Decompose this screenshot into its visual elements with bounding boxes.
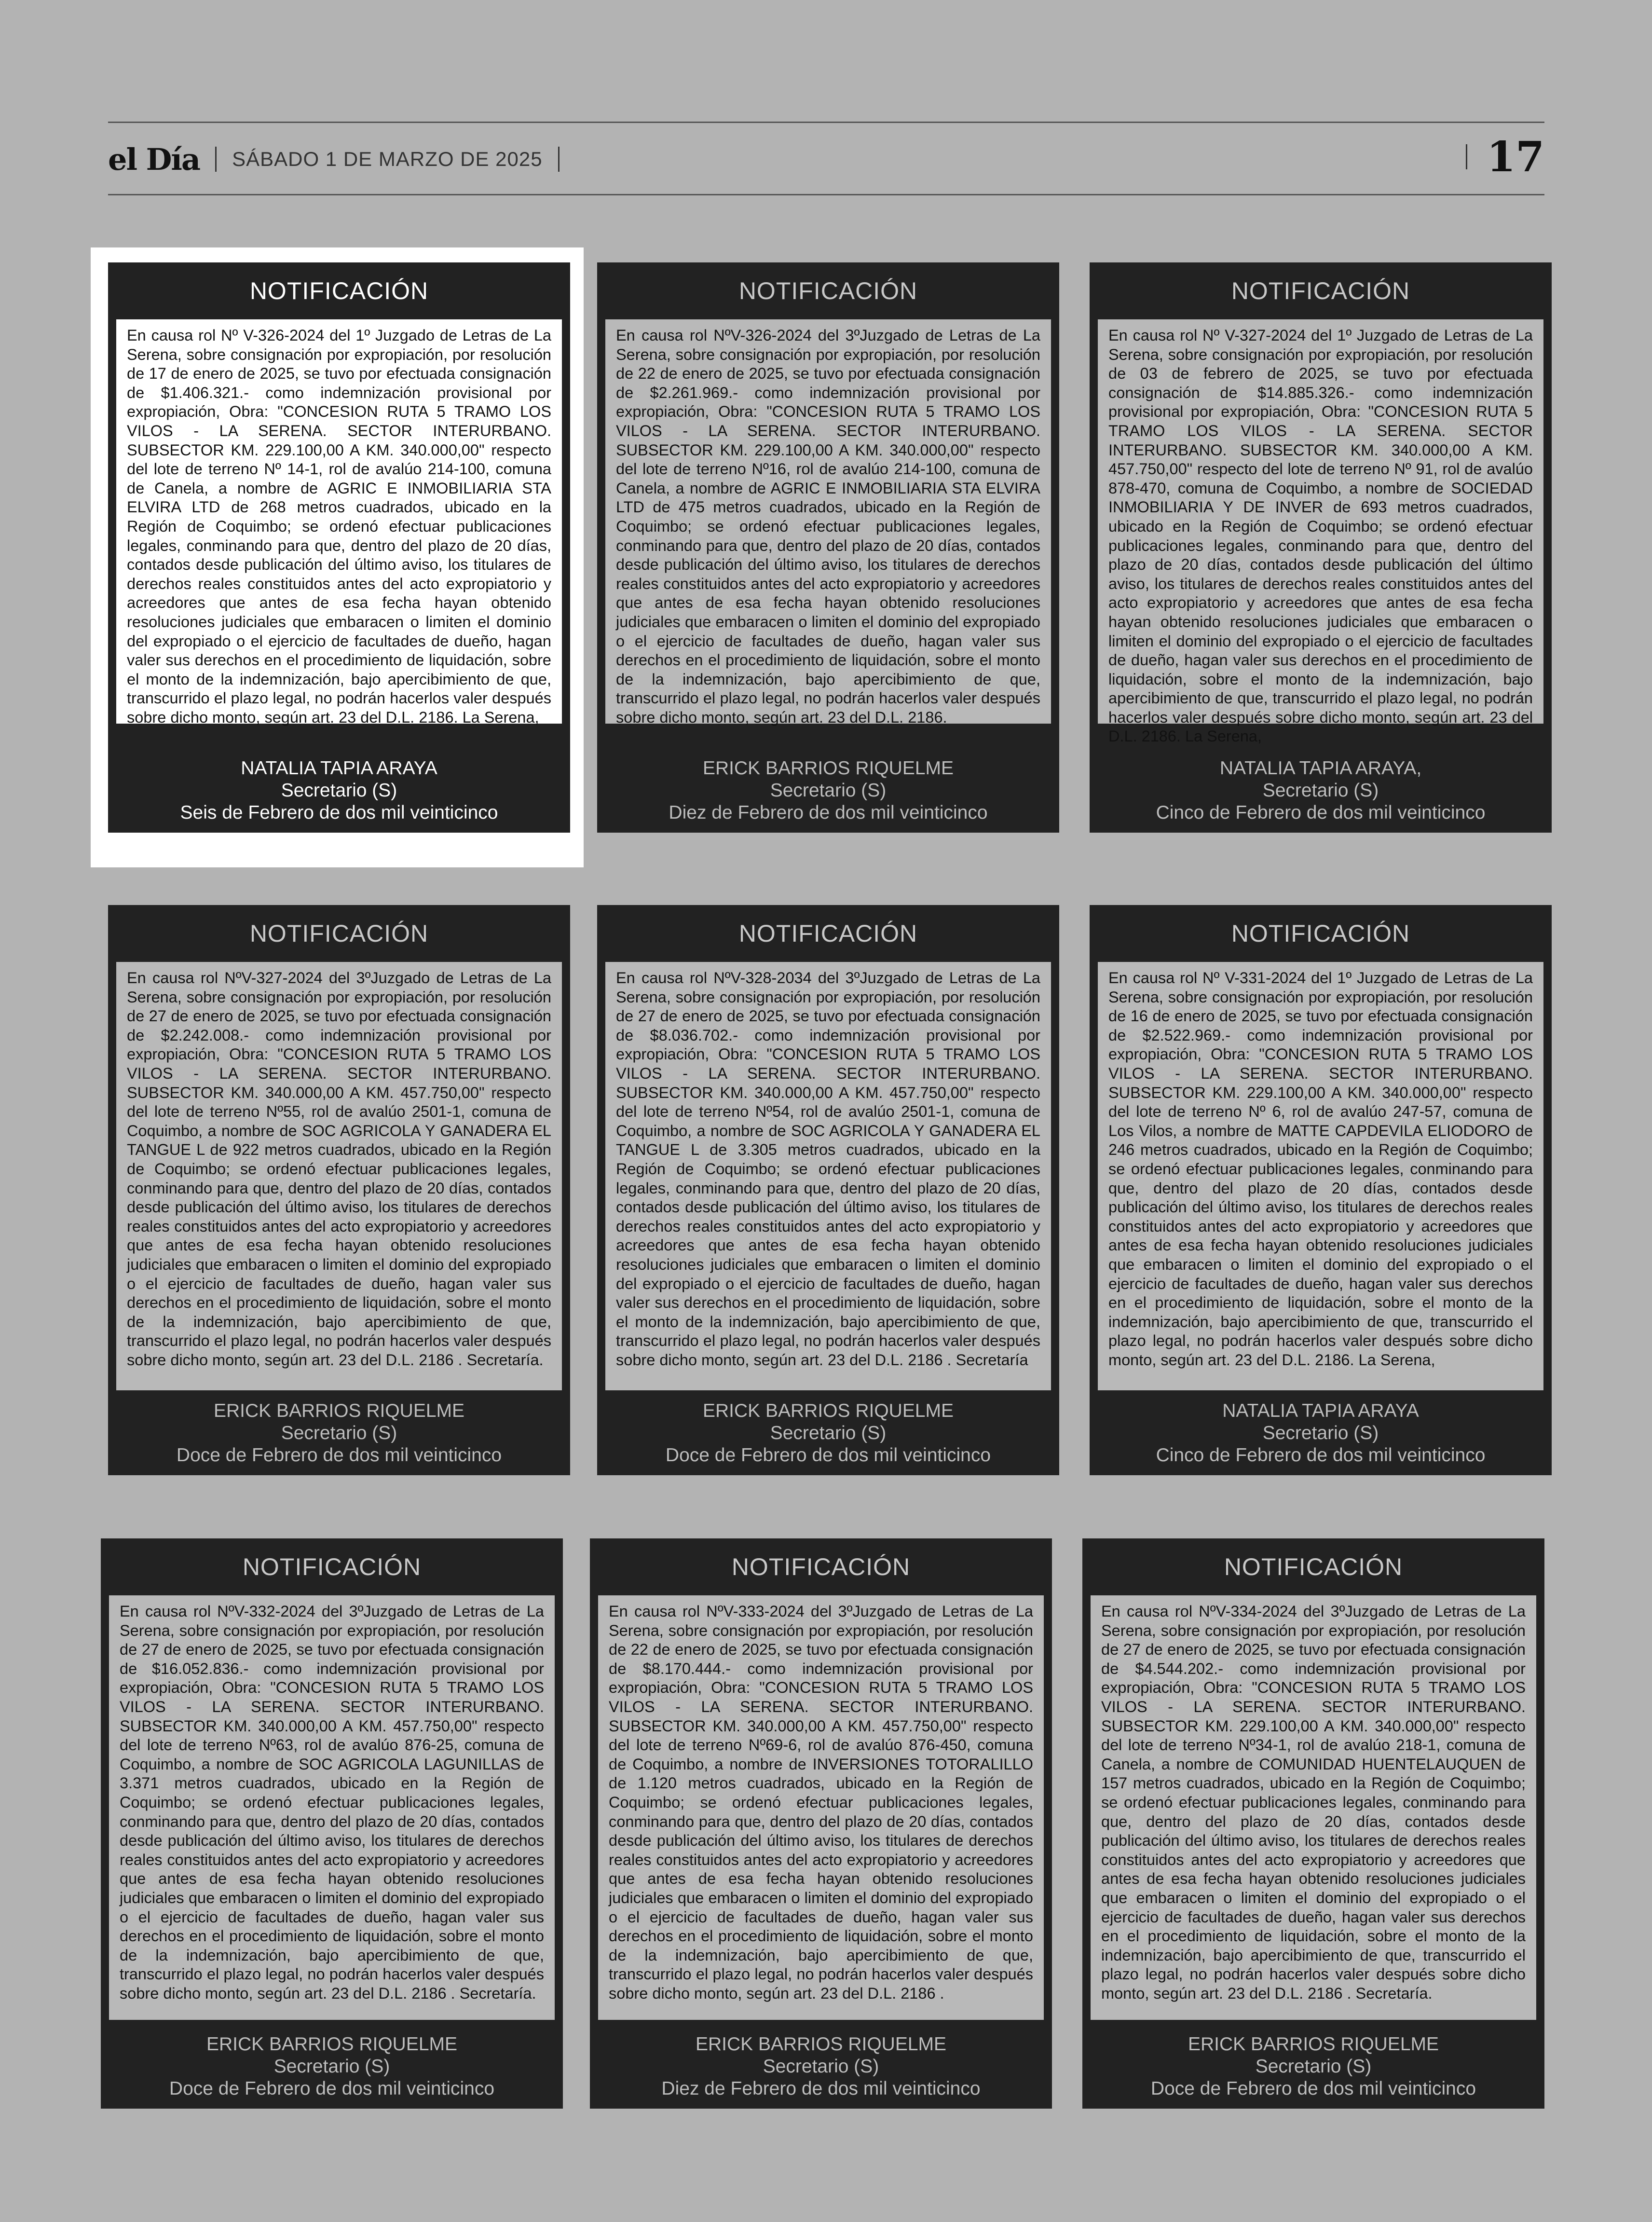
notice-title: NOTIFICACIÓN [1231,920,1410,947]
notice-signature [590,2033,1052,2100]
signer-role: Secretario (S) [1262,1423,1379,1443]
notice-card [597,905,1059,1475]
notice-body: En causa rol NºV-333-2024 del 3ºJuzgado de Letras de La Serena, sobre consignación por expropiación, por resolución de 22 de enero de 2025, se tuvo por efectuada consignación de $8.170.444.- como indemnización provisional por expropiación, Obra: "CONCESION RUTA 5 TRAMO LOS VILOS - LA SERENA. SECTOR INTERURBANO. SUBSECTOR KM. 340.000,00 A KM. 457.750,00" respecto del lote de terreno Nº69-6, rol de avalúo 876-450, comuna de Coquimbo, a nombre de INVERSIONES TOTORALILLO de 1.120 metros cuadrados, ubicado en la Región de Coquimbo; se ordenó efectuar publicaciones legales, conminando para que, dentro del plazo de 20 días, contados desde publicación del último aviso, los titulares de derechos reales constituidos antes del acto expropiatorio y acreedores que antes de esa fecha hayan obtenido resoluciones judiciales que embaracen o limiten el dominio del expropiado o el ejercicio de facultades de dueño, hagan valer sus derechos en el procedimiento de liquidación, sobre el monto de la indemnización, bajo apercibimiento de que, transcurrido el plazo legal, no podrán hacerlos valer después sobre dicho monto, según art. 23 del D.L. 2186 . [598,1595,1044,2020]
notice-card [108,262,570,833]
notice-card [1090,905,1552,1475]
signer-role: Secretario (S) [770,780,887,801]
header-bottom-rule [108,194,1544,195]
signer-role: Secretario (S) [273,2056,390,2077]
notice-signature [1090,757,1552,824]
page-number-separator [1466,144,1467,169]
signer-name: ERICK BARRIOS RIQUELME [695,2034,947,2055]
page-number-block [1466,132,1544,181]
signer-name: ERICK BARRIOS RIQUELME [702,758,954,779]
signature-date: Seis de Febrero de dos mil veinticinco [180,802,498,823]
notice-title: NOTIFICACIÓN [738,277,918,304]
notice-signature [108,757,570,824]
notice-card [597,262,1059,833]
signer-role: Secretario (S) [281,1423,397,1443]
signer-role: Secretario (S) [1255,2056,1372,2077]
signer-name: NATALIA TAPIA ARAYA [1222,1400,1419,1421]
signature-date: Doce de Febrero de dos mil veinticinco [665,1445,991,1466]
signer-role: Secretario (S) [1262,780,1379,801]
notice-signature [1082,2033,1544,2100]
notice-signature [597,757,1059,824]
signer-name: ERICK BARRIOS RIQUELME [206,2034,458,2055]
notice-body: En causa rol Nº V-326-2024 del 1º Juzgado de Letras de La Serena, sobre consignación por expropiación, por resolución de 17 de enero de 2025, se tuvo por efectuada consignación de $1.406.321.- como indemnización provisional por expropiación, Obra: "CONCESION RUTA 5 TRAMO LOS VILOS - LA SERENA. SECTOR INTERURBANO. SUBSECTOR KM. 229.100,00 A KM. 340.000,00" respecto del lote de terreno Nº 14-1, rol de avalúo 214-100, comuna de Canela, a nombre de AGRIC E INMOBILIARIA STA ELVIRA LTD de 268 metros cuadrados, ubicado en la Región de Coquimbo; se ordenó efectuar publicaciones legales, conminando para que, dentro del plazo de 20 días, contados desde publicación del último aviso, los titulares de derechos reales constituidos antes del acto expropiatorio y acreedores que antes de esa fecha hayan obtenido resoluciones judiciales que embaracen o limiten el dominio del expropiado o el ejercicio de facultades de dueño, hagan valer sus derechos en el procedimiento de liquidación, sobre el monto de la indemnización, bajo apercibimiento de que, transcurrido el plazo legal, no podrán hacerlos valer después sobre dicho monto, según art. 23 del D.L. 2186. La Serena, [116,319,562,724]
signer-name: ERICK BARRIOS RIQUELME [1188,2034,1439,2055]
notice-signature [597,1400,1059,1467]
notice-body: En causa rol NºV-327-2024 del 3ºJuzgado de Letras de La Serena, sobre consignación por expropiación, por resolución de 27 de enero de 2025, se tuvo por efectuada consignación de $2.242.008.- como indemnización provisional por expropiación, Obra: "CONCESION RUTA 5 TRAMO LOS VILOS - LA SERENA. SECTOR INTERURBANO. SUBSECTOR KM. 340.000,00 A KM. 457.750,00" respecto del lote de terreno Nº55, rol de avalúo 2501-1, comuna de Coquimbo, a nombre de SOC AGRICOLA Y GANADERA EL TANGUE L de 922 metros cuadrados, ubicado en la Región de Coquimbo; se ordenó efectuar publicaciones legales, conminando para que, dentro del plazo de 20 días, contados desde publicación del último aviso, los titulares de derechos reales constituidos antes del acto expropiatorio y acreedores que antes de esa fecha hayan obtenido resoluciones judiciales que embaracen o limiten el dominio del expropiado o el ejercicio de facultades de dueño, hagan valer sus derechos en el procedimiento de liquidación, sobre el monto de la indemnización, bajo apercibimiento de que, transcurrido el plazo legal, no podrán hacerlos valer después sobre dicho monto, según art. 23 del D.L. 2186 . Secretaría. [116,962,562,1390]
notice-title: NOTIFICACIÓN [1231,277,1410,304]
signer-name: ERICK BARRIOS RIQUELME [702,1400,954,1421]
signer-role: Secretario (S) [281,780,397,801]
notice-title: NOTIFICACIÓN [249,277,429,304]
notice-body: En causa rol NºV-332-2024 del 3ºJuzgado de Letras de La Serena, sobre consignación por expropiación, por resolución de 27 de enero de 2025, se tuvo por efectuada consignación de $16.052.836.- como indemnización provisional por expropiación, Obra: "CONCESION RUTA 5 TRAMO LOS VILOS - LA SERENA. SECTOR INTERURBANO. SUBSECTOR KM. 340.000,00 A KM. 457.750,00" respecto del lote de terreno Nº63, rol de avalúo 876-25, comuna de Coquimbo, a nombre de SOC AGRICOLA LAGUNILLAS de 3.371 metros cuadrados, ubicado en la Región de Coquimbo; se ordenó efectuar publicaciones legales, conminando para que, dentro del plazo de 20 días, contados desde publicación del último aviso, los titulares de derechos reales constituidos antes del acto expropiatorio y acreedores que antes de esa fecha hayan obtenido resoluciones judiciales que embaracen o limiten el dominio del expropiado o el ejercicio de facultades de dueño, hagan valer sus derechos en el procedimiento de liquidación, sobre el monto de la indemnización, bajo apercibimiento de que, transcurrido el plazo legal, no podrán hacerlos valer después sobre dicho monto, según art. 23 del D.L. 2186 . Secretaría. [109,1595,555,2020]
signer-name: ERICK BARRIOS RIQUELME [213,1400,465,1421]
signature-date: Doce de Febrero de dos mil veinticinco [1150,2078,1476,2099]
signature-date: Cinco de Febrero de dos mil veinticinco [1156,802,1486,823]
signer-role: Secretario (S) [763,2056,879,2077]
signature-date: Doce de Febrero de dos mil veinticinco [169,2078,495,2099]
signature-date: Diez de Febrero de dos mil veinticinco [661,2078,981,2099]
notice-body: En causa rol NºV-326-2024 del 3ºJuzgado de Letras de La Serena, sobre consignación por expropiación, por resolución de 22 de enero de 2025, se tuvo por efectuada consignación de $2.261.969.- como indemnización provisional por expropiación, Obra: "CONCESION RUTA 5 TRAMO LOS VILOS - LA SERENA. SECTOR INTERURBANO. SUBSECTOR KM. 229.100,00 A KM. 340.000,00" respecto del lote de terreno Nº16, rol de avalúo 214-100, comuna de Canela, a nombre de AGRIC E INMOBILIARIA STA ELVIRA LTD de 475 metros cuadrados, ubicado en la Región de Coquimbo; se ordenó efectuar publicaciones legales, conminando para que, dentro del plazo de 20 días, contados desde publicación del último aviso, los titulares de derechos reales constituidos antes del acto expropiatorio y acreedores que antes de esa fecha hayan obtenido resoluciones judiciales que embaracen o limiten el dominio del expropiado o el ejercicio de facultades de dueño, hagan valer sus derechos en el procedimiento de liquidación, sobre el monto de la indemnización, bajo apercibimiento de que, transcurrido el plazo legal, no podrán hacerlos valer después sobre dicho monto, según art. 23 del D.L. 2186. [605,319,1051,724]
masthead-separator [215,147,217,172]
signer-name: NATALIA TAPIA ARAYA [241,758,437,779]
header-top-rule [108,122,1544,123]
notice-card [108,905,570,1475]
signature-date: Doce de Febrero de dos mil veinticinco [176,1445,502,1466]
notice-body: En causa rol Nº V-327-2024 del 1º Juzgado de Letras de La Serena, sobre consignación por expropiación, por resolución de 03 de febrero de 2025, se tuvo por efectuada consignación de $14.885.326.- como indemnización provisional por expropiación, Obra: "CONCESION RUTA 5 TRAMO LOS VILOS - LA SERENA. SECTOR INTERURBANO. SUBSECTOR KM. 340.000,00 A KM. 457.750,00" respecto del lote de terreno Nº 91, rol de avalúo 878-470, comuna de Coquimbo, a nombre de SOCIEDAD INMOBILIARIA Y DE INVER de 693 metros cuadrados, ubicado en la Región de Coquimbo; se ordenó efectuar publicaciones legales, conminando para que, dentro del plazo de 20 días, contados desde publicación del último aviso, los titulares de derechos reales constituidos antes del acto expropiatorio y acreedores que antes de esa fecha hayan obtenido resoluciones judiciales que embaracen o limiten el dominio del expropiado o el ejercicio de facultades de dueño, hagan valer sus derechos en el procedimiento de liquidación, sobre el monto de la indemnización, bajo apercibimiento de que, transcurrido el plazo legal, no podrán hacerlos valer después sobre dicho monto, según art. 23 del D.L. 2186. La Serena, [1098,319,1543,724]
notice-card [1090,262,1552,833]
signer-role: Secretario (S) [770,1423,887,1443]
notice-title: NOTIFICACIÓN [1224,1553,1403,1580]
notice-signature [1090,1400,1552,1467]
masthead [108,140,575,178]
masthead-separator-end [558,147,560,172]
signature-date: Cinco de Febrero de dos mil veinticinco [1156,1445,1486,1466]
notice-card [1082,1538,1544,2109]
notice-signature [108,1400,570,1467]
newspaper-logo: el Día [108,141,200,177]
signer-name: NATALIA TAPIA ARAYA, [1219,758,1422,779]
issue-date: SÁBADO 1 DE MARZO DE 2025 [232,148,543,170]
signature-date: Diez de Febrero de dos mil veinticinco [669,802,988,823]
notice-title: NOTIFICACIÓN [731,1553,911,1580]
page-number: 17 [1487,132,1544,181]
notice-card [101,1538,563,2109]
notice-title: NOTIFICACIÓN [738,920,918,947]
notice-body: En causa rol NºV-334-2024 del 3ºJuzgado de Letras de La Serena, sobre consignación por expropiación, por resolución de 27 de enero de 2025, se tuvo por efectuada consignación de $4.544.202.- como indemnización provisional por expropiación, Obra: "CONCESION RUTA 5 TRAMO LOS VILOS - LA SERENA. SECTOR INTERURBANO. SUBSECTOR KM. 229.100,00 A KM. 340.000,00" respecto del lote de terreno Nº34-1, rol de avalúo 218-1, comuna de Canela, a nombre de COMUNIDAD HUENTELAUQUEN de 157 metros cuadrados, ubicado en la Región de Coquimbo; se ordenó efectuar publicaciones legales, conminando para que, dentro del plazo de 20 días, contados desde publicación del último aviso, los titulares de derechos reales constituidos antes del acto expropiatorio y acreedores que antes de esa fecha hayan obtenido resoluciones judiciales que embaracen o limiten el dominio del expropiado o el ejercicio de facultades de dueño, hagan valer sus derechos en el procedimiento de liquidación, sobre el monto de la indemnización, bajo apercibimiento de que, transcurrido el plazo legal, no podrán hacerlos valer después sobre dicho monto, según art. 23 del D.L. 2186 . Secretaría. [1091,1595,1536,2020]
notice-signature [101,2033,563,2100]
notice-body: En causa rol NºV-328-2034 del 3ºJuzgado de Letras de La Serena, sobre consignación por expropiación, por resolución de 27 de enero de 2025, se tuvo por efectuada consignación de $8.036.702.- como indemnización provisional por expropiación, Obra: "CONCESION RUTA 5 TRAMO LOS VILOS - LA SERENA. SECTOR INTERURBANO. SUBSECTOR KM. 340.000,00 A KM. 457.750,00" respecto del lote de terreno Nº54, rol de avalúo 2501-1, comuna de Coquimbo, a nombre de SOC AGRICOLA Y GANADERA EL TANGUE L de 3.305 metros cuadrados, ubicado en la Región de Coquimbo; se ordenó efectuar publicaciones legales, conminando para que, dentro del plazo de 20 días, contados desde publicación del último aviso, los titulares de derechos reales constituidos antes del acto expropiatorio y acreedores que antes de esa fecha hayan obtenido resoluciones judiciales que embaracen o limiten el dominio del expropiado o el ejercicio de facultades de dueño, hagan valer sus derechos en el procedimiento de liquidación, sobre el monto de la indemnización, bajo apercibimiento de que, transcurrido el plazo legal, no podrán hacerlos valer después sobre dicho monto, según art. 23 del D.L. 2186 . Secretaría [605,962,1051,1390]
notice-card [590,1538,1052,2109]
notice-title: NOTIFICACIÓN [242,1553,422,1580]
notice-title: NOTIFICACIÓN [249,920,429,947]
notice-body: En causa rol Nº V-331-2024 del 1º Juzgado de Letras de La Serena, sobre consignación por expropiación, por resolución de 16 de enero de 2025, se tuvo por efectuada consignación de $2.522.969.- como indemnización provisional por expropiación, Obra: "CONCESION RUTA 5 TRAMO LOS VILOS - LA SERENA. SECTOR INTERURBANO. SUBSECTOR KM. 229.100,00 A KM. 340.000,00" respecto del lote de terreno Nº 6, rol de avalúo 247-57, comuna de Los Vilos, a nombre de MATTE CAPDEVILA ELIODORO de 246 metros cuadrados, ubicado en la Región de Coquimbo; se ordenó efectuar publicaciones legales, conminando para que, dentro del plazo de 20 días, contados desde publicación del último aviso, los titulares de derechos reales constituidos antes del acto expropiatorio y acreedores que antes de esa fecha hayan obtenido resoluciones judiciales que embaracen o limiten el dominio del expropiado o el ejercicio de facultades de dueño, hagan valer sus derechos en el procedimiento de liquidación, sobre el monto de la indemnización, bajo apercibimiento de que, transcurrido el plazo legal, no podrán hacerlos valer después sobre dicho monto, según art. 23 del D.L. 2186. La Serena, [1098,962,1543,1390]
